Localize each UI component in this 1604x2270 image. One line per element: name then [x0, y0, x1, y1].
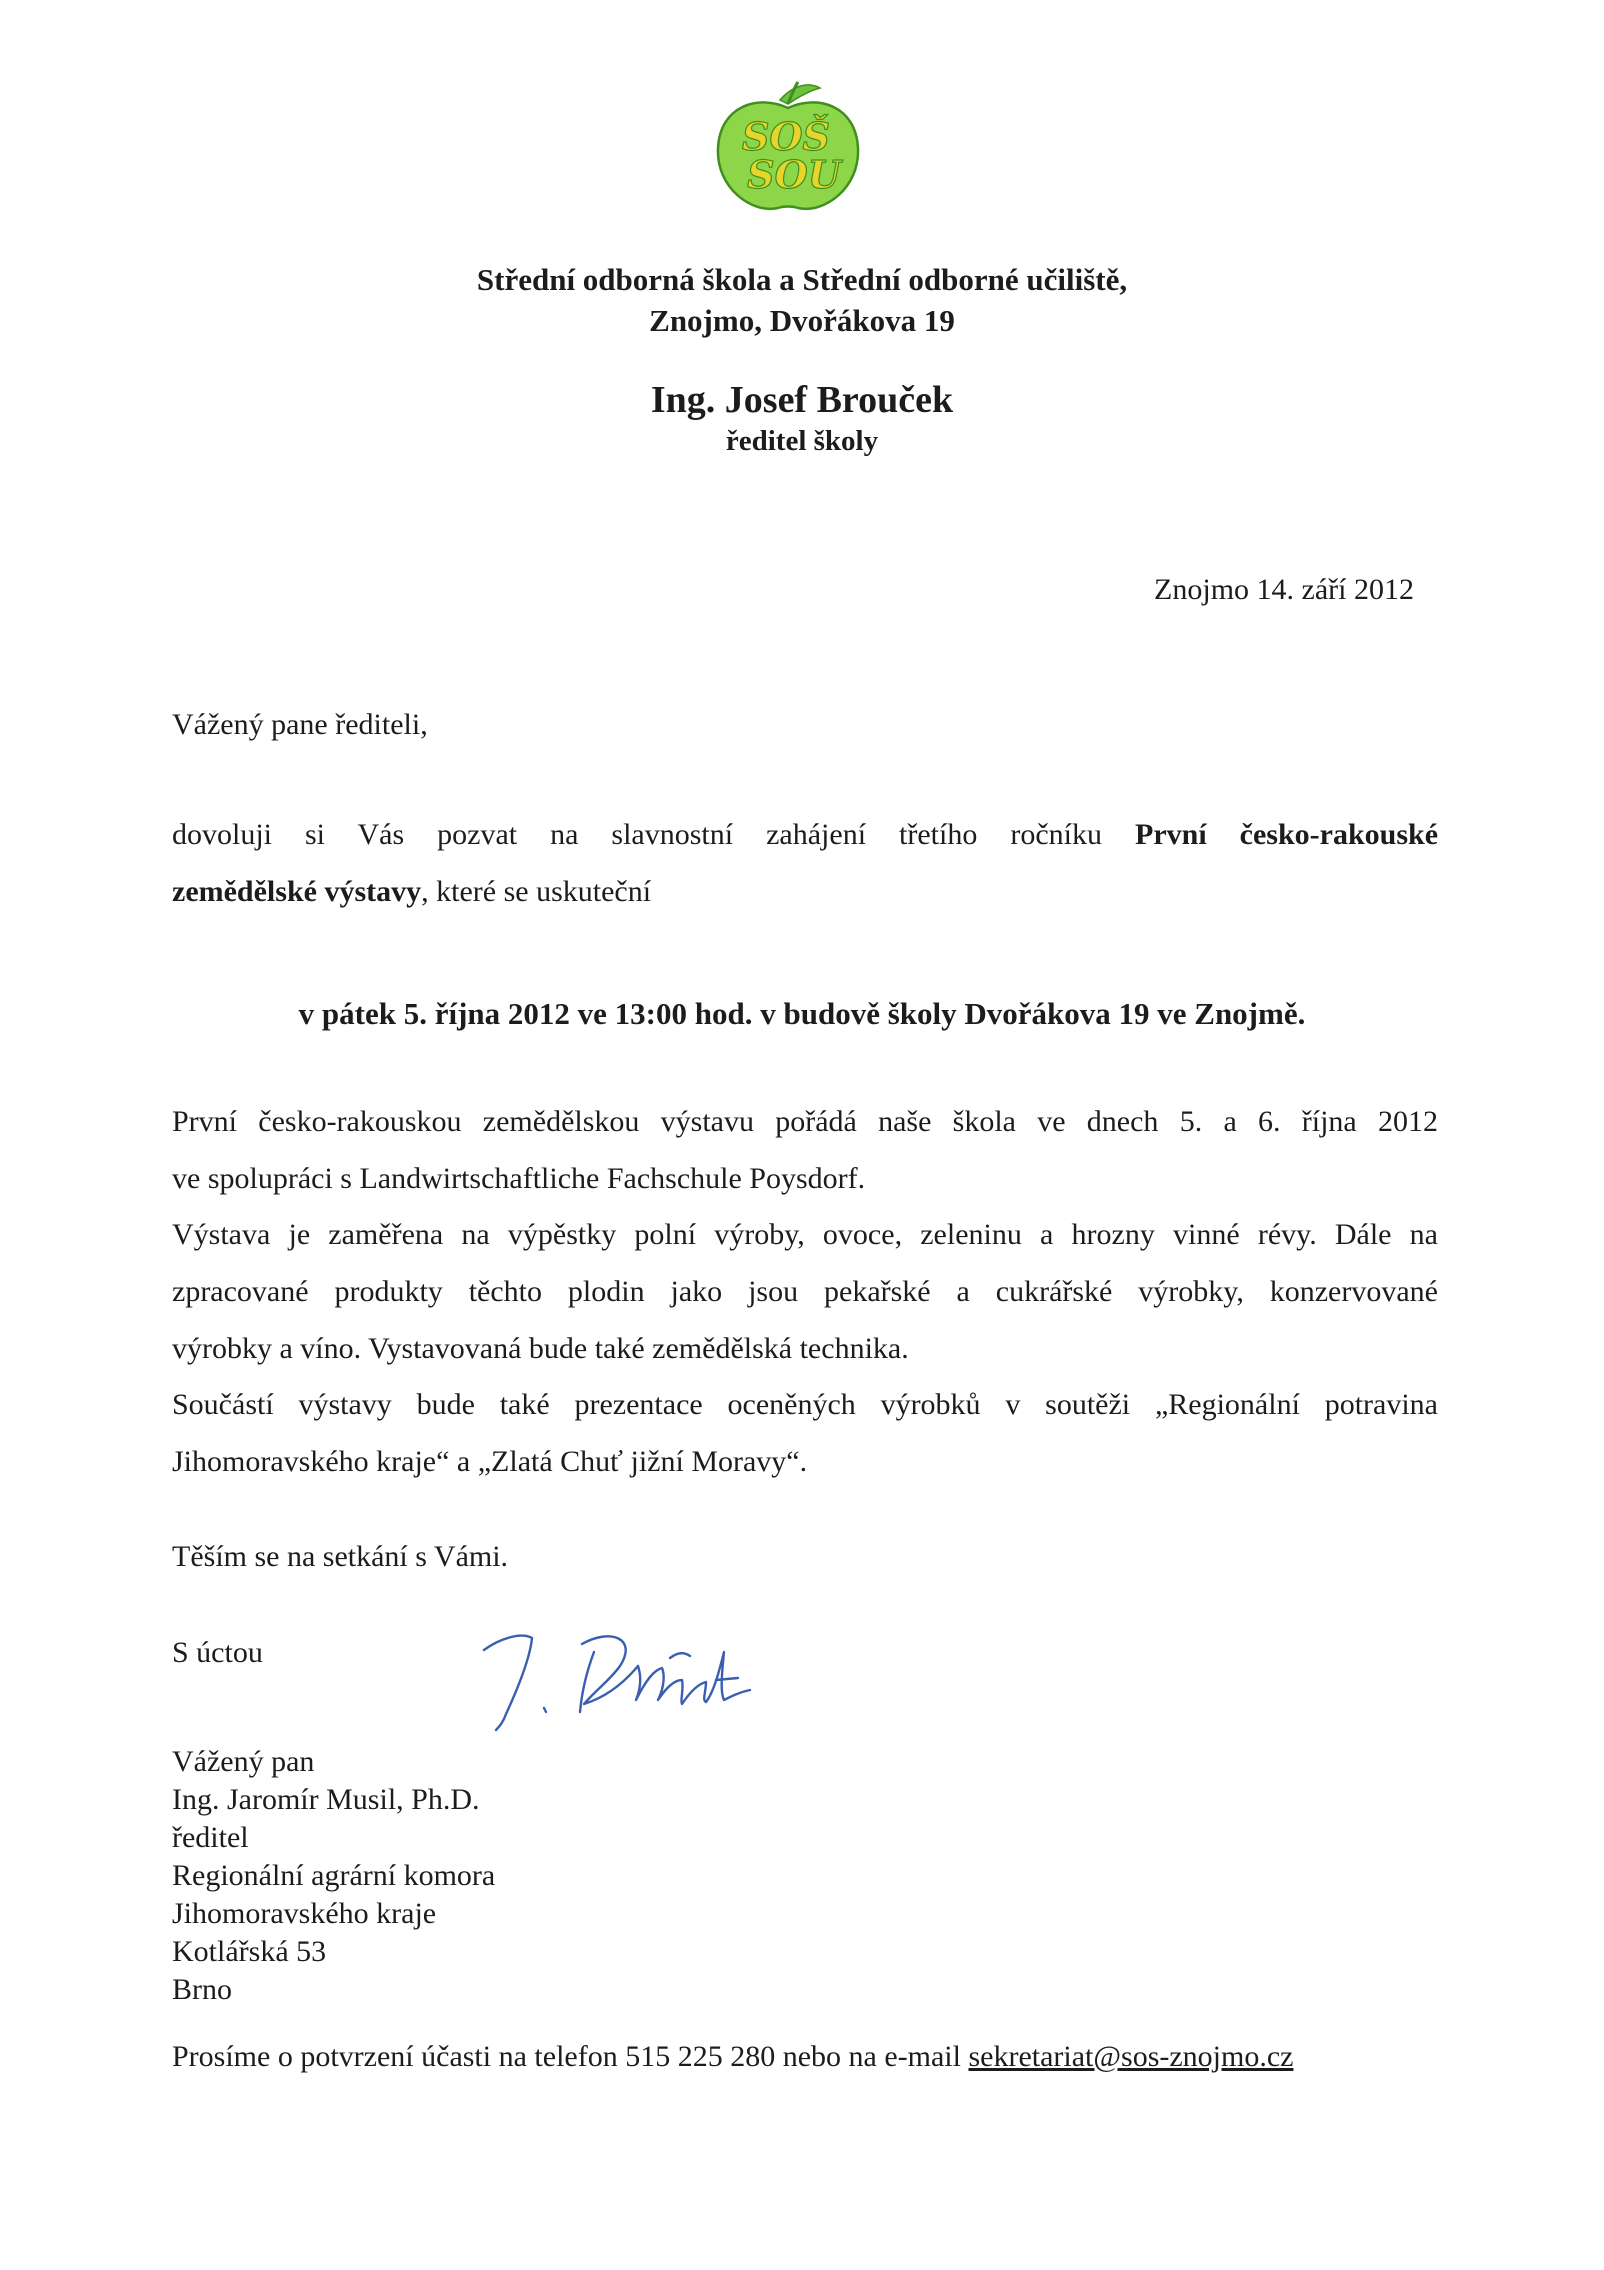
paragraph3-line1: Výstava je zaměřena na výpěstky polní výroby, ovoce, zeleninu a hrozny vinné révy. Dále na: [172, 1218, 1438, 1251]
paragraph2-line2: ve spolupráci s Landwirtschaftliche Fachschule Poysdorf.: [172, 1162, 866, 1195]
paragraph2-line1: První česko-rakouskou zemědělskou výstavu pořádá naše škola ve dnech 5. a 6. října 2012: [172, 1105, 1438, 1138]
addressee-salutation: Vážený pan: [172, 1745, 315, 1778]
rsvp-line: [172, 2040, 1293, 2074]
paragraph3-line3: výrobky a víno. Vystavovaná bude také zemědělská technika.: [172, 1332, 909, 1365]
salutation: Vážený pane řediteli,: [172, 708, 428, 741]
paragraph4-line1: Součástí výstavy bude také prezentace oceněných výrobků v soutěži „Regionální potravina: [172, 1388, 1438, 1421]
addressee-name: Ing. Jaromír Musil, Ph.D.: [172, 1783, 480, 1816]
addressee-title: ředitel: [172, 1821, 249, 1854]
school-logo: [708, 78, 868, 218]
svg-text:SOŠ: SOŠ: [742, 114, 830, 159]
invitation-text-end: , které se uskuteční: [421, 875, 652, 908]
addressee-organization-region: Jihomoravského kraje: [172, 1897, 437, 1930]
addressee-organization: Regionální agrární komora: [172, 1859, 496, 1892]
invitation-line2: [172, 875, 1438, 909]
school-name-line2: Znojmo, Dvořákova 19: [649, 303, 955, 338]
closing-sentence: Těším se na setkání s Vámi.: [172, 1540, 509, 1573]
svg-text:SOU: SOU: [747, 152, 841, 197]
exhibition-name-part1: První česko-rakouské: [1135, 818, 1439, 851]
email-link[interactable]: sekretariat@sos-znojmo.cz: [968, 2040, 1294, 2073]
event-details: v pátek 5. října 2012 ve 13:00 hod. v budově školy Dvořákova 19 ve Znojmě.: [298, 996, 1306, 1031]
paragraph4-line2: Jihomoravského kraje“ a „Zlatá Chuť jižní Moravy“.: [172, 1445, 808, 1478]
invitation-text: dovoluji si Vás pozvat na slavnostní zahájení třetího ročníku: [172, 818, 1135, 851]
invitation-line1: [172, 818, 1438, 852]
handwritten-signature: [470, 1608, 810, 1738]
signature-icon: [470, 1608, 810, 1738]
addressee-city: Brno: [172, 1973, 232, 2006]
exhibition-name-part2: zemědělské výstavy: [172, 875, 422, 908]
addressee-street: Kotlářská 53: [172, 1935, 327, 1968]
paragraph3-line2: zpracované produkty těchto plodin jako jsou pekařské a cukrářské výrobky, konzervované: [172, 1275, 1438, 1308]
director-name: Ing. Josef Brouček: [650, 379, 954, 421]
regards: S úctou: [172, 1636, 263, 1669]
apple-logo-icon: [708, 78, 868, 218]
director-role: ředitel školy: [725, 425, 879, 457]
school-name-line1: Střední odborná škola a Střední odborné učiliště,: [476, 262, 1128, 297]
letter-date: Znojmo 14. září 2012: [1154, 573, 1414, 606]
rsvp-text: Prosíme o potvrzení účasti na telefon 515 225 280 nebo na e-mail: [172, 2040, 969, 2073]
